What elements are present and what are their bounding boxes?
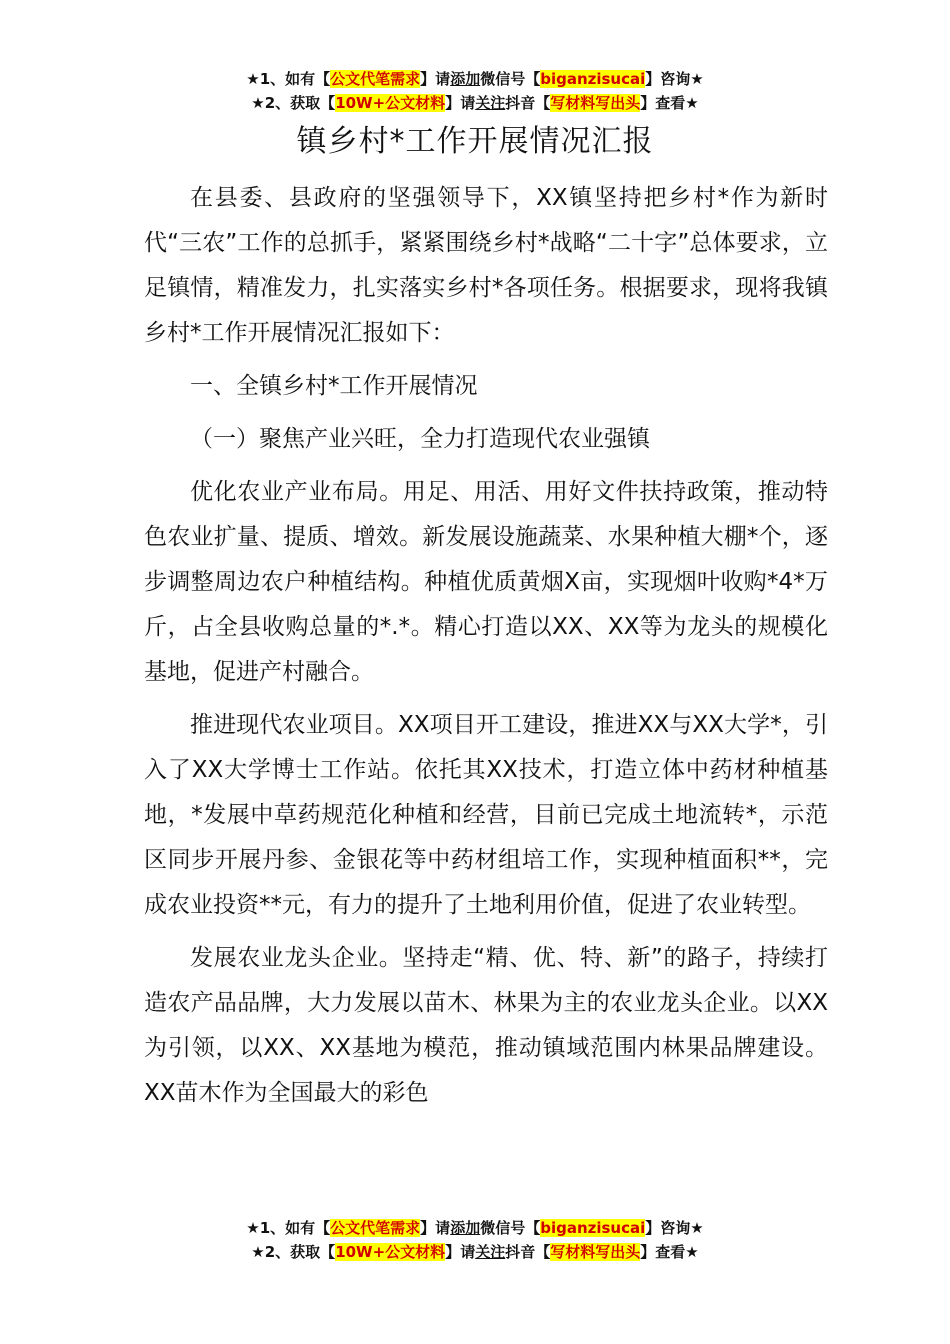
banner-line-1 bbox=[0, 67, 950, 91]
banner-text: 】查看★ bbox=[640, 1243, 699, 1261]
banner-underline: 添加 bbox=[450, 70, 481, 88]
header-banner bbox=[0, 67, 950, 115]
paragraph-intro: 在县委、县政府的坚强领导下，XX镇坚持把乡村*作为新时代“三农”工作的总抓手，紧紧围绕乡村*战略“二十字”总体要求，立足镇情，精准发力，扎实落实乡村*各项任务。根据要求，现将我镇乡村*工作开展情况汇报如下： bbox=[144, 185, 828, 346]
paragraph: 推进现代农业项目。XX项目开工建设，推进XX与XX大学*，引入了XX大学博士工作站。依托其XX技术，打造立体中药材种植基地，*发展中草药规范化种植和经营，目前已完成土地流转*，示范区同步开展丹参、金银花等中药材组培工作，实现种植面积**，完成农业投资**元，有力的提升了土地利用价值，促进了农业转型。 bbox=[144, 712, 828, 918]
banner-text: 】查看★ bbox=[640, 94, 699, 112]
banner-text: 微信号【 bbox=[480, 70, 541, 88]
banner-underline: 关注 bbox=[475, 1243, 506, 1261]
banner-highlight: biganzisucai bbox=[540, 70, 646, 88]
banner-text: 抖音【 bbox=[505, 94, 551, 112]
banner-text: ★1、如有【 bbox=[246, 70, 331, 88]
banner-text: 】请 bbox=[445, 94, 476, 112]
banner-highlight: 10W+公文材料 bbox=[335, 94, 446, 112]
banner-text: 】请 bbox=[420, 70, 451, 88]
banner-text: ★1、如有【 bbox=[246, 1219, 331, 1237]
footer-banner bbox=[0, 1216, 950, 1264]
paragraph: 发展农业龙头企业。坚持走“精、优、特、新”的路子，持续打造农产品品牌，大力发展以苗木、林果为主的农业龙头企业。以XX为引领，以XX、XX基地为模范，推动镇域范围内林果品牌建设。XX苗木作为全国最大的彩色 bbox=[144, 945, 828, 1106]
banner-highlight: 10W+公文材料 bbox=[335, 1243, 446, 1261]
document-body bbox=[144, 176, 828, 1116]
banner-text: 抖音【 bbox=[505, 1243, 551, 1261]
banner-highlight: biganzisucai bbox=[540, 1219, 646, 1237]
section-heading: 一、全镇乡村*工作开展情况 bbox=[190, 373, 478, 399]
paragraph: 优化农业产业布局。用足、用活、用好文件扶持政策，推动特色农业扩量、提质、增效。新发展设施蔬菜、水果种植大棚*个，逐步调整周边农户种植结构。种植优质黄烟X亩，实现烟叶收购*4*万斤，占全县收购总量的*.*。精心打造以XX、XX等为龙头的规模化基地，促进产村融合。 bbox=[144, 479, 828, 685]
banner-highlight: 公文代笔需求 bbox=[330, 1219, 421, 1237]
banner-text: 】请 bbox=[445, 1243, 476, 1261]
banner-text: 】咨询★ bbox=[645, 70, 704, 88]
banner-text: ★2、获取【 bbox=[251, 94, 336, 112]
banner-line-2 bbox=[0, 1240, 950, 1264]
banner-text: 】咨询★ bbox=[645, 1219, 704, 1237]
banner-line-1 bbox=[0, 1216, 950, 1240]
banner-underline: 添加 bbox=[450, 1219, 481, 1237]
banner-line-2 bbox=[0, 91, 950, 115]
banner-highlight: 写材料写出头 bbox=[550, 1243, 641, 1261]
banner-text: ★2、获取【 bbox=[251, 1243, 336, 1261]
subsection-heading: （一）聚焦产业兴旺，全力打造现代农业强镇 bbox=[190, 426, 650, 452]
banner-highlight: 公文代笔需求 bbox=[330, 70, 421, 88]
banner-underline: 关注 bbox=[475, 94, 506, 112]
document-title: 镇乡村*工作开展情况汇报 bbox=[296, 124, 654, 159]
banner-text: 微信号【 bbox=[480, 1219, 541, 1237]
banner-highlight: 写材料写出头 bbox=[550, 94, 641, 112]
banner-text: 】请 bbox=[420, 1219, 451, 1237]
